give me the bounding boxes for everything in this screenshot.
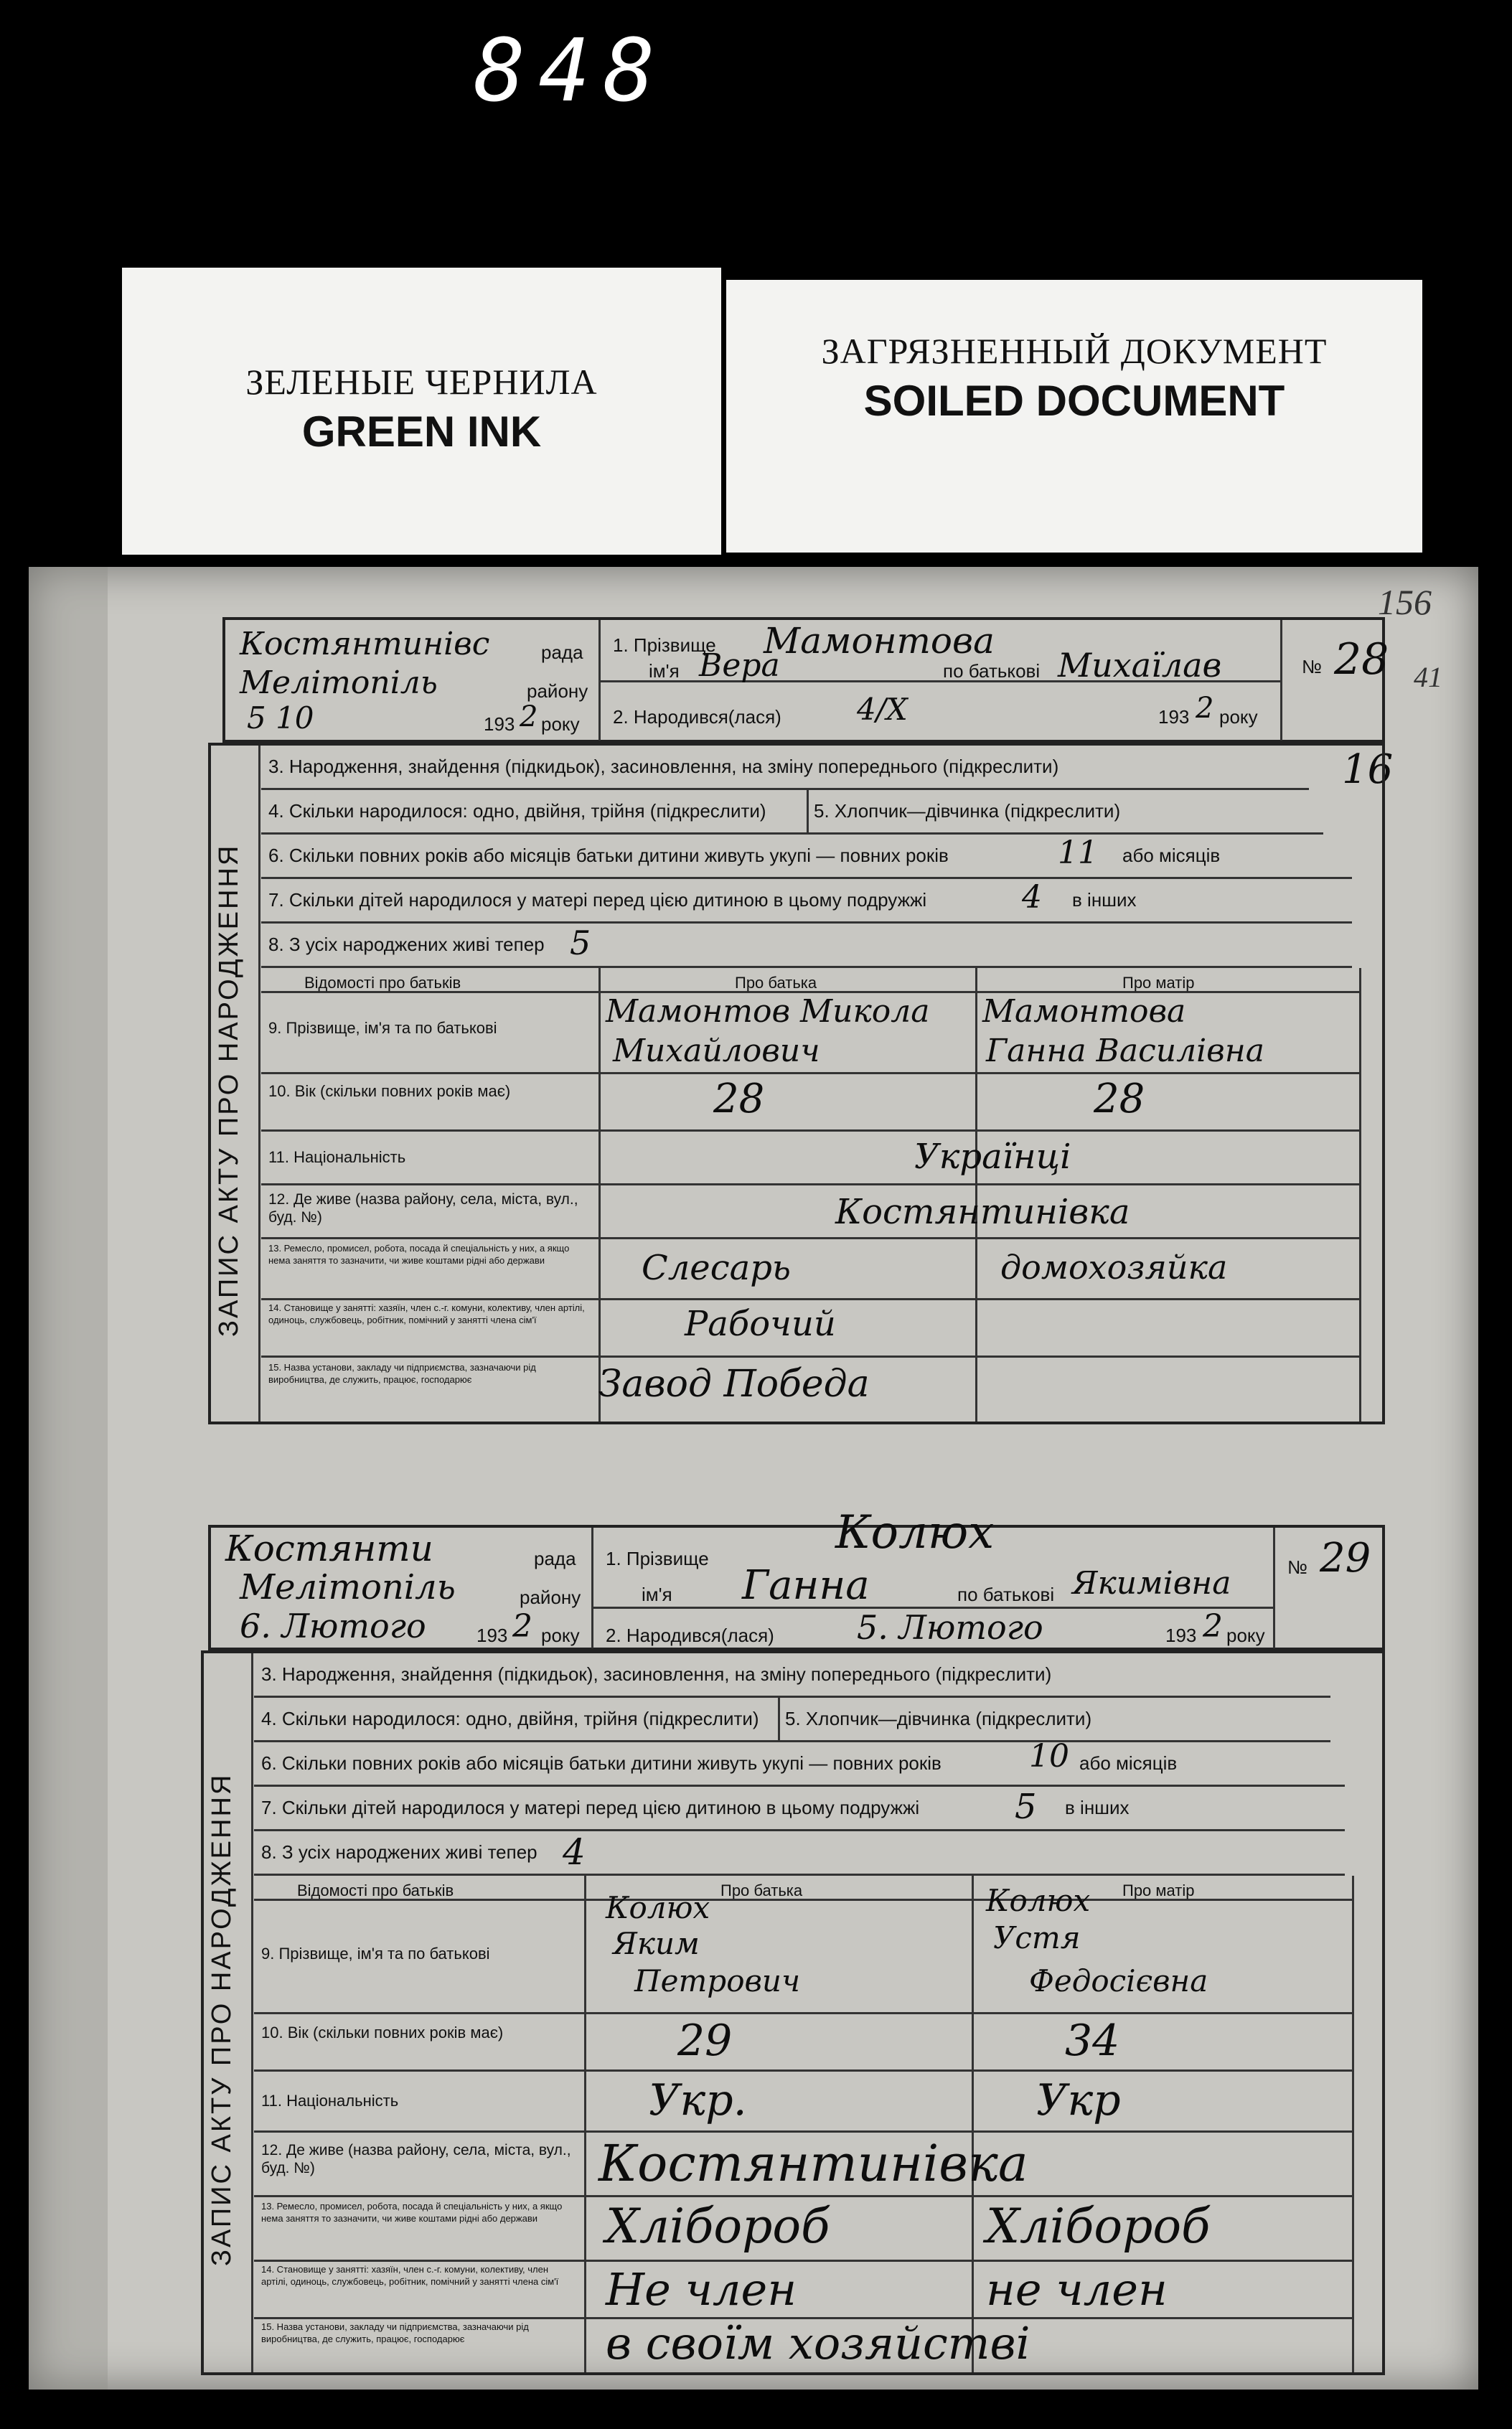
born-value: 4/Х xyxy=(857,692,908,727)
born-year-digit: 2 xyxy=(1196,692,1214,725)
father-name-1: Колюх xyxy=(606,1890,710,1925)
father-job: Слесарь xyxy=(642,1248,792,1288)
year-prefix: 193 xyxy=(476,1625,508,1646)
raion-label: району xyxy=(520,1587,581,1608)
rada-value: Костянтинівс xyxy=(240,626,490,662)
row-7: 7. Скільки дітей народилося у матері перед цією дитиною в цьому подружжі 4 в інших xyxy=(261,879,1352,924)
roku-label: року xyxy=(541,713,580,735)
green-ink-label xyxy=(122,268,721,555)
born-year-prefix: 193 xyxy=(1165,1625,1197,1646)
raion-label: району xyxy=(527,680,588,702)
green-ink-ru: ЗЕЛЕНЫЕ ЧЕРНИЛА xyxy=(245,362,598,402)
rada-label: рада xyxy=(534,1548,576,1569)
row-8: 8. З усіх народжених живі тепер 4 xyxy=(254,1831,1345,1876)
r12-label: 12. Де живе (назва району, села, міста, вул., буд. №) xyxy=(268,1191,578,1226)
mother-age: 28 xyxy=(1094,1076,1145,1122)
col-father: Про батька xyxy=(720,1881,803,1899)
born-label: 2. Народився(лася) xyxy=(613,706,781,728)
mother-name-2: Ганна Василівна xyxy=(986,1033,1265,1069)
r13-label: 13. Ремесло, промисел, робота, посада й спеціальність у них, а якщо нема заняття то зазначити, чи живе коштами рідні або держави xyxy=(261,2201,563,2224)
roku-label: року xyxy=(541,1625,580,1646)
mother-name-1: Мамонтова xyxy=(982,993,1186,1030)
row-8: 8. З усіх народжених живі тепер 5 xyxy=(261,924,1352,968)
col-info: Відомості про батьків xyxy=(304,974,461,992)
page-number: 156 xyxy=(1378,582,1432,622)
side-title: ЗАПИС АКТУ ПРО НАРОДЖЕННЯ xyxy=(214,843,244,1337)
patronymic-label: по батькові xyxy=(957,1584,1055,1605)
surname-label: 1. Прізвище xyxy=(606,1548,709,1569)
reg-year-digit: 2 xyxy=(520,700,538,733)
father-job: Хлібороб xyxy=(606,2199,830,2254)
r15-label: 15. Назва установи, закладу чи підприємства, зазначаючи рід виробництва, де служить, працює, господарює xyxy=(268,1362,536,1385)
number-label: № xyxy=(1287,1556,1307,1578)
raion-value: Мелітопіль xyxy=(240,664,438,701)
residence: Костянтинівка xyxy=(835,1192,1130,1232)
mother-status: не член xyxy=(986,2263,1168,2316)
frame-number: 848 xyxy=(474,22,668,121)
row-6: 6. Скільки повних років або місяців батьки дитини живуть укупі — повних років 11 або місяців xyxy=(261,835,1352,879)
year-prefix: 193 xyxy=(484,713,515,735)
row-6: 6. Скільки повних років або місяців батьки дитини живуть укупі — повних років 10 або місяців xyxy=(254,1742,1345,1787)
mother-name-2: Устя xyxy=(993,1920,1081,1955)
father-name-3: Петрович xyxy=(634,1963,801,1998)
father-status: Не член xyxy=(606,2263,797,2316)
row-3: 3. Народження, знайдення (підкидьок), засиновлення, на зміну попереднього (підкреслити) xyxy=(254,1653,1330,1698)
record-header xyxy=(208,1506,1385,1650)
mother-name-3: Федосієвна xyxy=(1029,1963,1208,1998)
mother-nationality: Укр xyxy=(1036,2075,1121,2125)
patronymic-value: Якимівна xyxy=(1072,1565,1231,1602)
green-ink-en: GREEN INK xyxy=(301,408,542,456)
row-3: 3. Народження, знайдення (підкидьок), засиновлення, на зміну попереднього (підкреслити) xyxy=(261,746,1309,790)
r15-label: 15. Назва установи, закладу чи підприємства, зазначаючи рід виробництва, де служить, працює, господарює xyxy=(261,2321,529,2344)
father-name-2: Яким xyxy=(613,1926,700,1961)
r14-label: 14. Становище у занятті: хазяїн, член с.-г. комуни, колективу, член артілі, одиноць, службовець, робітник, помічний у занятті члена сім'ї xyxy=(268,1302,585,1325)
record-body xyxy=(208,743,1385,1424)
father-name-2: Михайлович xyxy=(613,1033,820,1069)
r11-label: 11. Національність xyxy=(268,1148,406,1166)
father-status: Рабочий xyxy=(685,1304,836,1344)
surname-label: 1. Прізвище xyxy=(613,634,716,656)
born-value: 5. Лютого xyxy=(857,1608,1043,1647)
r11-label: 11. Національність xyxy=(261,2092,399,2110)
born-year-prefix: 193 xyxy=(1158,706,1190,728)
name-label: ім'я xyxy=(649,660,680,682)
mother-age: 34 xyxy=(1065,2016,1120,2066)
record-body xyxy=(201,1650,1385,2375)
rada-label: рада xyxy=(541,642,583,663)
reg-year-digit: 2 xyxy=(512,1608,532,1645)
birth-record-29 xyxy=(29,1506,1478,2382)
name-label: ім'я xyxy=(642,1584,672,1605)
side-title: ЗАПИС АКТУ ПРО НАРОДЖЕННЯ xyxy=(207,1772,237,2266)
father-age: 28 xyxy=(713,1076,765,1122)
row-4-5: 4. Скільки народилося: одно, двійня, трійня (підкреслити) 5. Хлопчик—дівчинка (підкреслити) xyxy=(261,790,1323,835)
r9-label: 9. Прізвище, ім'я та по батькові xyxy=(261,1945,490,1963)
raion-value: Мелітопіль xyxy=(240,1567,456,1607)
reg-date: 6. Лютого xyxy=(240,1607,426,1645)
work-place: в своїм хозяйстві xyxy=(606,2317,1030,2369)
reg-date: 5 10 xyxy=(247,700,314,736)
r12-label: 12. Де живе (назва району, села, міста, вул., буд. №) xyxy=(261,2142,571,2176)
col-father: Про батька xyxy=(735,974,817,992)
name-value: Вера xyxy=(699,647,780,684)
rada-value: Костянти xyxy=(225,1528,433,1569)
birth-record-28 xyxy=(29,567,1478,1428)
mother-job: Хлібороб xyxy=(986,2199,1211,2254)
r14-label: 14. Становище у занятті: хазяїн, член с.-г. комуни, колективу, член артілі, одиноць, службовець, робітник, помічний у занятті члена сім'ї xyxy=(261,2264,559,2287)
father-place: Завод Победа xyxy=(598,1363,870,1406)
soiled-document-label xyxy=(726,280,1422,553)
born-roku-label: року xyxy=(1219,706,1258,728)
document-page xyxy=(29,567,1478,2390)
residence: Костянтинівка xyxy=(598,2134,1028,2193)
born-label: 2. Народився(лася) xyxy=(606,1625,774,1646)
side-mark: 41 xyxy=(1414,661,1442,693)
row-4-5: 4. Скільки народилося: одно, двійня, трійня (підкреслити) 5. Хлопчик—дівчинка (підкреслити) xyxy=(254,1698,1330,1742)
mother-job: домохозяйка xyxy=(1000,1248,1228,1287)
row-7: 7. Скільки дітей народилося у матері перед цією дитиною в цьому подружжі 5 в інших xyxy=(254,1787,1345,1831)
r10-label: 10. Вік (скільки повних років має) xyxy=(261,2024,504,2042)
record-number: 28 xyxy=(1334,634,1389,685)
father-nationality: Укр. xyxy=(649,2075,747,2125)
corner-mark: 16 xyxy=(1342,746,1394,793)
number-label: № xyxy=(1302,656,1322,677)
record-header xyxy=(222,617,1389,743)
record-number: 29 xyxy=(1320,1535,1371,1582)
r13-label: 13. Ремесло, промисел, робота, посада й спеціальність у них, а якщо нема заняття то зазначити, чи живе коштами рідні або держави xyxy=(268,1243,570,1266)
patronymic-label: по батькові xyxy=(943,660,1041,682)
col-info: Відомості про батьків xyxy=(297,1881,454,1899)
born-roku-label: року xyxy=(1226,1625,1265,1646)
col-mother: Про матір xyxy=(1122,1881,1195,1899)
father-name-1: Мамонтов Микола xyxy=(606,993,930,1030)
nationality: Українці xyxy=(914,1137,1071,1177)
surname-value: Колюх xyxy=(835,1506,995,1559)
name-value: Ганна xyxy=(742,1562,870,1609)
col-mother: Про матір xyxy=(1122,974,1195,992)
r10-label: 10. Вік (скільки повних років має) xyxy=(268,1082,511,1100)
patronymic-value: Михаїлав xyxy=(1058,646,1222,685)
soiled-doc-en: SOILED DOCUMENT xyxy=(863,377,1285,425)
r9-label: 9. Прізвище, ім'я та по батькові xyxy=(268,1019,497,1037)
soiled-doc-ru: ЗАГРЯЗНЕННЫЙ ДОКУМЕНТ xyxy=(821,331,1328,371)
father-age: 29 xyxy=(677,2016,733,2066)
mother-name-1: Колюх xyxy=(986,1883,1091,1918)
born-year-digit: 2 xyxy=(1203,1608,1223,1645)
surname-value: Мамонтова xyxy=(764,620,995,662)
